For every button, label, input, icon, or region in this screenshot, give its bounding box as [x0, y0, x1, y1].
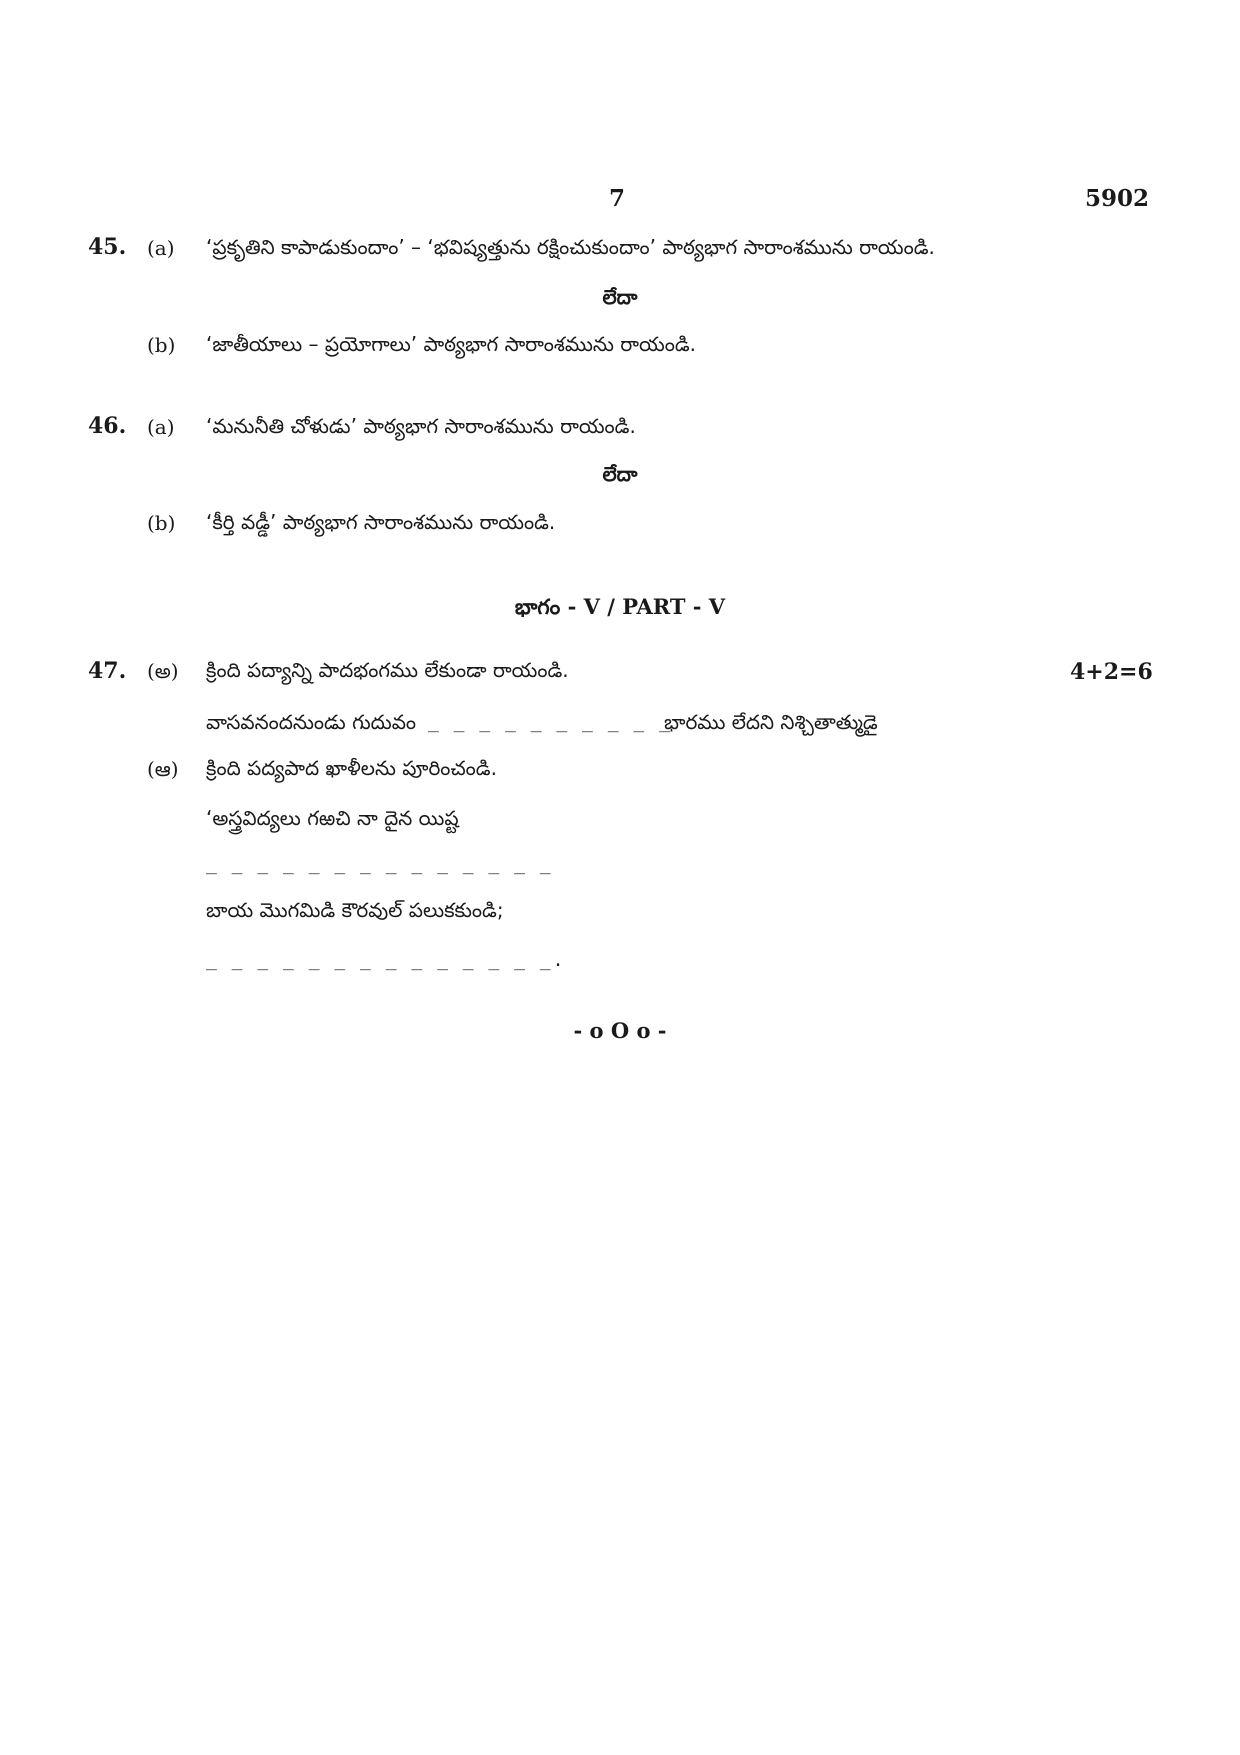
- q46-option-b-label: (b): [147, 511, 176, 535]
- q47-option-b-label: (ఆ): [147, 757, 179, 781]
- q45-option-a-label: (a): [147, 236, 175, 260]
- page-number: 7: [609, 185, 626, 212]
- part-heading: భాగం - V / PART - V: [514, 594, 726, 619]
- q47-b-verse-line1: ‘అస్త్రవిద్యలు గఱచి నా దైన యిష్ట: [206, 806, 459, 830]
- q46-or-separator: లేదా: [602, 462, 638, 486]
- question-number-47: 47.: [88, 658, 127, 684]
- q47-a-verse-blank: _ _ _ _ _ _ _ _ _ _: [428, 712, 672, 733]
- q45-option-a-text: ‘ప్రకృతిని కాపాడుకుందాం’ – ‘భవిష్యత్తును రక్షించుకుందాం’ పాఠ్యభాగ సారాంశమును రాయండి.: [206, 235, 935, 259]
- paper-code: 5902: [1085, 185, 1150, 212]
- q47-option-a-text: క్రింది పద్యాన్ని పాదభంగము లేకుండా రాయండి.: [206, 658, 569, 682]
- q47-b-verse-line3: బాయ మొగమిడి కౌరవుల్ పలుకకుండి;: [206, 898, 504, 922]
- q45-or-separator: లేదా: [602, 285, 638, 309]
- question-number-45: 45.: [88, 234, 127, 260]
- q47-a-verse-start: వాసవనందనుండు గుదువం: [206, 710, 417, 734]
- q46-option-a-text: ‘మనునీతి చోళుడు’ పాఠ్యభాగ సారాంశమును రాయండి.: [206, 414, 636, 438]
- q47-a-verse-end: భారము లేదని నిశ్చితాత్ముడై: [664, 710, 878, 734]
- q46-option-a-label: (a): [147, 415, 175, 439]
- q47-option-a-label: (అ): [147, 659, 179, 683]
- end-of-paper-mark: - o O o -: [573, 1018, 667, 1043]
- q45-option-b-text: ‘జాతీయాలు – ప్రయోగాలు’ పాఠ్యభాగ సారాంశమును రాయండి.: [206, 332, 696, 356]
- q47-b-verse-blank1: _ _ _ _ _ _ _ _ _ _ _ _ _ _: [206, 854, 553, 875]
- q45-option-b-label: (b): [147, 333, 176, 357]
- q47-b-verse-blank2: _ _ _ _ _ _ _ _ _ _ _ _ _ _.: [206, 950, 566, 971]
- question-number-46: 46.: [88, 413, 127, 439]
- q47-option-b-text: క్రింది పద్యపాద ఖాళీలను పూరించండి.: [206, 756, 497, 780]
- q47-marks: 4+2=6: [1070, 659, 1153, 685]
- q46-option-b-text: ‘కీర్తి వడ్డీ’ పాఠ్యభాగ సారాంశమును రాయండి.: [206, 510, 556, 534]
